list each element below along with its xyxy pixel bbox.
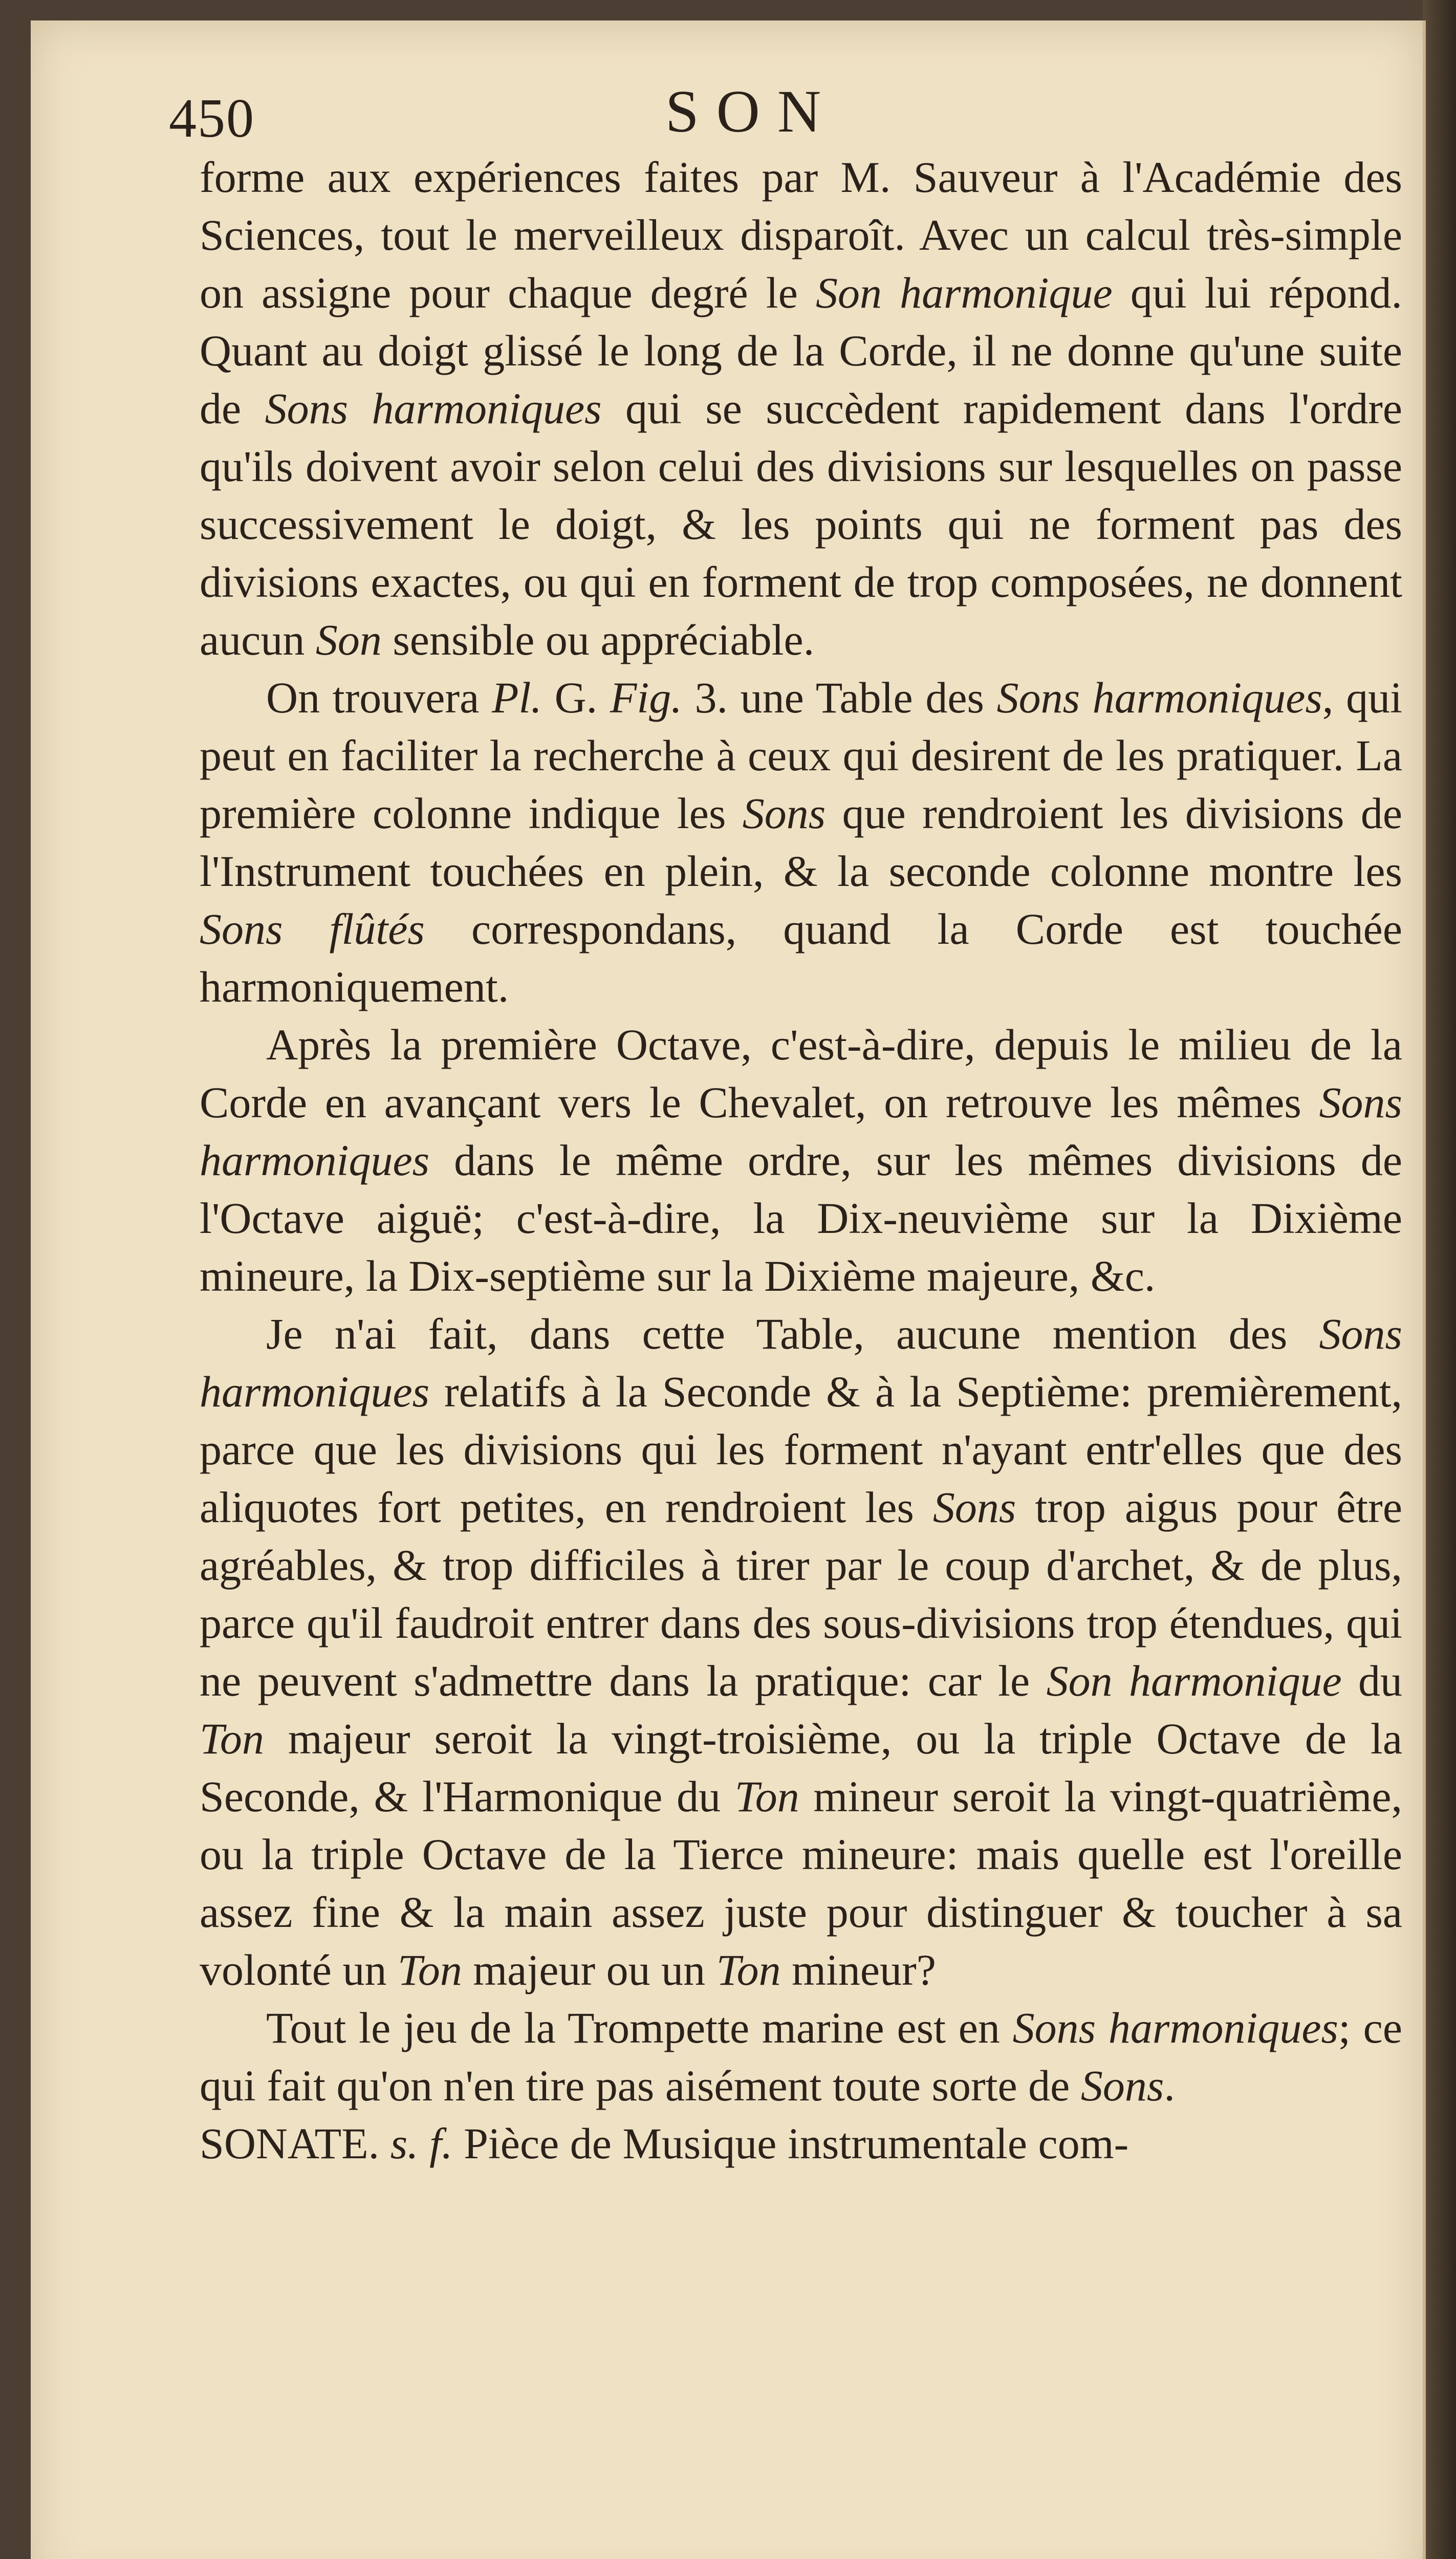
- italic-term: Ton: [397, 1945, 462, 1994]
- page-number: 450: [169, 88, 255, 149]
- italic-term: Pl.: [491, 673, 542, 722]
- italic-term: Sons harmoniques: [996, 673, 1322, 722]
- text-run: qui lui répond. Quant au doigt glissé le long de la Corde, il ne donne qu'une suite de: [200, 268, 1403, 433]
- text-run: majeur ou un: [462, 1945, 716, 1994]
- italic-term: Sons harmoniques: [200, 1078, 1402, 1185]
- paragraph-trompette-marine: [200, 1999, 1402, 2115]
- italic-term: Ton: [716, 1945, 781, 1994]
- text-run: G.: [541, 673, 610, 722]
- text-run: SONATE.: [200, 2119, 390, 2168]
- dictionary-entry-sonate: [200, 2115, 1402, 2173]
- italic-term: Sons flûtés: [200, 904, 425, 953]
- text-run: sensible ou appréciable.: [381, 615, 815, 664]
- italic-term: Son harmonique: [1046, 1656, 1342, 1705]
- text-run: ; ce qui fait qu'on n'en tire pas aisément toute sorte de: [200, 2003, 1403, 2110]
- text-run: majeur seroit la vingt-troisième, ou la triple Octave de la Seconde, & l'Harmonique du: [200, 1714, 1402, 1821]
- running-head: SON: [665, 78, 839, 145]
- italic-term: s. f.: [390, 2119, 453, 2168]
- text-run: .: [1164, 2061, 1175, 2110]
- paragraph-octave: [200, 1016, 1402, 1305]
- italic-term: Ton: [200, 1714, 264, 1763]
- text-run: correspondans, quand la Corde est touchée harmoniquement.: [200, 904, 1402, 1011]
- italic-term: Sons harmoniques: [1012, 2003, 1339, 2052]
- text-run: que rendroient les divisions de l'Instrument touchées en plein, & la seconde colonne montre les: [200, 789, 1402, 896]
- italic-term: Sons harmoniques: [200, 1309, 1402, 1416]
- paragraph-table-reference: [200, 669, 1402, 1016]
- italic-term: Sons harmoniques: [265, 384, 602, 433]
- book-edge: [1423, 0, 1456, 2559]
- paragraph-table-omission: [200, 1305, 1402, 1999]
- text-run: forme aux expériences faites par M. Sauveur à l'Académie des Sciences, tout le merveilleux disparoît. Avec un calcul très-simple on assigne pour chaque degré le: [200, 153, 1402, 317]
- italic-term: Sons: [1080, 2061, 1164, 2110]
- paragraph-continuation: [200, 148, 1402, 669]
- text-run: du: [1341, 1656, 1402, 1705]
- italic-term: Son harmonique: [815, 268, 1113, 317]
- text-run: Après la première Octave, c'est-à-dire, depuis le milieu de la Corde en avançant vers le Chevalet, on retrouve les mêmes: [200, 1020, 1402, 1127]
- text-run: On trouvera: [266, 673, 492, 722]
- text-run: , qui peut en faciliter la recherche à ceux qui desirent de les pratiquer. La première colonne indique les: [200, 673, 1402, 838]
- text-run: dans le même ordre, sur les mêmes divisions de l'Octave aiguë; c'est-à-dire, la Dix-neuvième sur la Dixième mineure, la Dix-septième sur la Dixième majeure, &c.: [200, 1136, 1402, 1300]
- text-run: 3. une Table des: [682, 673, 997, 722]
- italic-term: Sons: [742, 789, 826, 838]
- text-run: mineur seroit la vingt-quatrième, ou la triple Octave de la Tierce mineure: mais quelle est l'oreille assez fine & la main assez juste pour distinguer & toucher à sa volonté un: [200, 1772, 1403, 1994]
- italic-term: Sons: [932, 1483, 1016, 1532]
- text-run: mineur?: [780, 1945, 936, 1994]
- text-run: trop aigus pour être agréables, & trop difficiles à tirer par le coup d'archet, & de plus, parce qu'il faudroit entrer dans des sous-divisions trop étendues, qui ne peuvent s'admettre dans la pratique: car le: [200, 1483, 1402, 1705]
- italic-term: Ton: [734, 1772, 799, 1821]
- text-run: Pièce de Musique instrumentale com-: [452, 2119, 1129, 2168]
- text-run: Tout le jeu de la Trompette marine est en: [266, 2003, 1013, 2052]
- italic-term: Fig.: [610, 673, 682, 722]
- text-run: Je n'ai fait, dans cette Table, aucune mention des: [266, 1309, 1319, 1358]
- italic-term: Son: [315, 615, 382, 664]
- text-run: qui se succèdent rapidement dans l'ordre qu'ils doivent avoir selon celui des divisions sur lesquelles on passe successivement le doigt, & les points qui ne forment pas des divisions exactes, ou qui en forment de trop composées, ne donnent aucun: [200, 384, 1402, 664]
- body-text: [200, 148, 1402, 2173]
- text-run: relatifs à la Seconde & à la Septième: premièrement, parce que les divisions qui les forment n'ayant entr'elles que des aliquotes fort petites, en rendroient les: [200, 1367, 1402, 1532]
